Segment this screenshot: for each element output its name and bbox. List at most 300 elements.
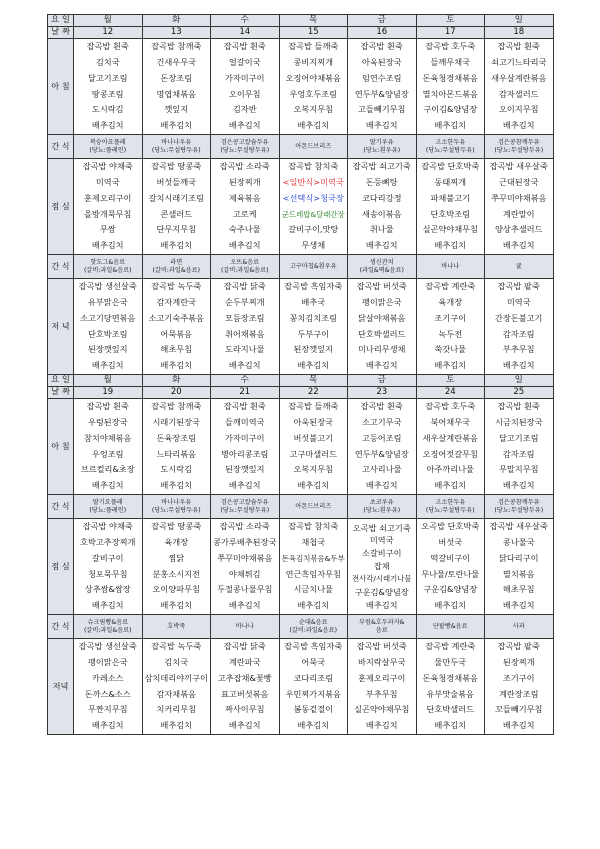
dinner-cell <box>211 279 280 375</box>
breakfast-item: 도시락김 <box>160 464 193 475</box>
snack1-item: 바나나우유 <box>161 139 192 147</box>
snack1-item: 검은콩참깨두유 <box>497 139 540 147</box>
dinner-item: 된장찌개 <box>502 656 535 667</box>
dinner-cell <box>211 639 280 735</box>
snack1-item: 검은콩고칼슘두유 <box>220 499 269 507</box>
breakfast-item: 고등어조림 <box>361 432 402 443</box>
dinner-item: 고추잡채&꽃빵 <box>217 672 272 683</box>
breakfast-item: 연두부&양념장 <box>354 448 409 459</box>
snack1-cell <box>485 495 554 519</box>
lunch-item: 잡곡밥 소라죽 <box>219 521 270 532</box>
dinner-cell <box>485 279 554 375</box>
day-label: 요 일 <box>48 375 74 387</box>
breakfast-cell <box>416 399 485 495</box>
snack1-cell <box>74 135 143 159</box>
lunch-item: 돈등뼈탕 <box>365 176 398 187</box>
lunch-item: 잡곡밥 새우살죽 <box>489 161 548 172</box>
lunch-item: 새송이볶음 <box>361 208 402 219</box>
snack2-item: 부럼&호두과자& <box>358 619 405 627</box>
breakfast-item: 배추김치 <box>228 120 261 131</box>
breakfast-item: 무말지무침 <box>498 464 539 475</box>
breakfast-label: 아 침 <box>48 39 74 135</box>
lunch-item: 잡곡밥 야채죽 <box>82 521 133 532</box>
lunch-cell <box>485 159 554 255</box>
lunch-item: 갈비구이 <box>91 552 124 563</box>
dinner-cell <box>142 279 211 375</box>
lunch-item: 분홍소시지전 <box>152 568 200 579</box>
dinner-item: 배추김치 <box>365 720 398 731</box>
breakfast-item: 아욱된장국 <box>361 56 402 67</box>
breakfast-item: 아주까리나물 <box>426 464 474 475</box>
breakfast-item: 브르컬리&초장 <box>80 464 135 475</box>
dinner-item: 단호박샐러드 <box>358 328 406 339</box>
lunch-item: 버섯국 <box>438 536 463 547</box>
breakfast-item: 오이무침 <box>228 88 261 99</box>
lunch-cell <box>416 159 485 255</box>
dinner-item: 배추김치 <box>502 360 535 371</box>
breakfast-item: 임연수조림 <box>361 72 402 83</box>
dinner-item: 배추김치 <box>228 720 261 731</box>
dinner-cell <box>74 279 143 375</box>
snack2-item: 호박죽 <box>167 622 186 630</box>
snack1-item: 검은콩고칼슘두유 <box>220 139 269 147</box>
breakfast-item: 잡곡밥 참깨죽 <box>151 41 202 52</box>
dinner-item: 짜사이무침 <box>224 704 265 715</box>
date-cell: 25 <box>485 387 554 399</box>
lunch-row <box>48 519 554 615</box>
breakfast-item: 시금치된장국 <box>495 416 543 427</box>
date-cell: 22 <box>279 387 348 399</box>
day-label: 요 일 <box>48 15 74 27</box>
lunch-item: 시금치나물 <box>293 584 334 595</box>
lunch-item: 배추김치 <box>160 240 193 251</box>
breakfast-cell <box>74 399 143 495</box>
snack1-cell <box>485 135 554 159</box>
date-cell: 24 <box>416 387 485 399</box>
dinner-item: 돈까스&소스 <box>84 688 131 699</box>
breakfast-item: 배추김치 <box>365 480 398 491</box>
lunch-item: 구운김&양념장 <box>423 584 478 595</box>
weekday-cell: 목 <box>279 15 348 27</box>
lunch-item: 전사각/시래기나물 <box>351 573 412 583</box>
dinner-item: 녹두전 <box>438 328 463 339</box>
lunch-item: 배추김치 <box>365 599 398 610</box>
snack1-row <box>48 495 554 519</box>
lunch-item: 쭈꾸미야채볶음 <box>217 552 273 563</box>
breakfast-cell <box>416 39 485 135</box>
snack1-item: 딸기우유 <box>369 139 394 147</box>
lunch-item: 잡곡밥 참치죽 <box>288 161 339 172</box>
snack2-cell <box>485 255 554 279</box>
lunch-item: 군드레밥&달래간장 <box>281 209 345 219</box>
date-cell: 15 <box>279 27 348 39</box>
lunch-item: 올방개묵무침 <box>84 208 132 219</box>
date-cell: 23 <box>348 387 417 399</box>
snack1-item: 검은콩참깨두유 <box>497 499 540 507</box>
snack2-cell <box>211 255 280 279</box>
lunch-item: 쭈꾸미야채볶음 <box>491 192 547 203</box>
lunch-item: 배추김치 <box>434 240 467 251</box>
dinner-row <box>48 639 554 735</box>
breakfast-item: 버섯불고기 <box>293 432 334 443</box>
snack2-cell <box>485 615 554 639</box>
date-cell: 18 <box>485 27 554 39</box>
dinner-item: 배추김치 <box>297 720 330 731</box>
weekday-cell: 월 <box>74 375 143 387</box>
lunch-cell <box>348 159 417 255</box>
dinner-item: 계란파국 <box>228 656 261 667</box>
snack2-item: (과일&떡&음료) <box>359 266 404 274</box>
snack2-cell <box>348 615 417 639</box>
date-label: 날 짜 <box>48 387 74 399</box>
breakfast-cell <box>485 39 554 135</box>
date-cell: 12 <box>74 27 143 39</box>
lunch-item: 오곡밥 쇠고기죽 <box>352 522 411 533</box>
weekday-cell: 금 <box>348 375 417 387</box>
dinner-row <box>48 279 554 375</box>
lunch-item: 오이양파무침 <box>152 584 200 595</box>
lunch-item: <일반식>미역국 <box>282 176 344 187</box>
lunch-item: 찜닭 <box>168 552 185 563</box>
dinner-item: 계란장조림 <box>498 688 539 699</box>
snack1-cell <box>142 495 211 519</box>
lunch-item: 파채불고기 <box>430 192 471 203</box>
breakfast-label: 아 침 <box>48 399 74 495</box>
weekday-cell: 수 <box>211 375 280 387</box>
weekday-cell: 월 <box>74 15 143 27</box>
lunch-label: 점 심 <box>48 159 74 255</box>
weekday-cell: 화 <box>142 375 211 387</box>
snack2-label: 간 식 <box>48 615 74 639</box>
weekday-cell: 토 <box>416 375 485 387</box>
breakfast-item: 김치국 <box>95 56 120 67</box>
snack2-item: 순대&음료 <box>298 619 328 627</box>
dinner-item: 꽁치김치조림 <box>289 312 337 323</box>
breakfast-row <box>48 399 554 495</box>
lunch-item: 잡곡밥 땅콩죽 <box>151 521 202 532</box>
dinner-item: 잡곡밥 생선살죽 <box>78 641 137 652</box>
snack2-cell <box>416 615 485 639</box>
weekday-cell: 일 <box>485 15 554 27</box>
snack2-item: 단팥빵&음료 <box>432 622 468 630</box>
breakfast-item: 아욱된장국 <box>293 416 334 427</box>
dinner-item: 잡곡밥 흑임자죽 <box>284 641 343 652</box>
breakfast-item: 감자샐러드 <box>498 88 539 99</box>
lunch-item: <선택식>청국장 <box>282 192 344 203</box>
breakfast-item: 들깨무채국 <box>430 56 471 67</box>
dinner-item: 단호박샐러드 <box>426 704 474 715</box>
dinner-item: 쑥갓나물 <box>434 344 467 355</box>
snack1-cell <box>279 135 348 159</box>
lunch-item: 단호박조림 <box>430 208 471 219</box>
breakfast-item: 잡곡밥 흰죽 <box>497 41 540 52</box>
lunch-item: 닭다리구이 <box>498 552 539 563</box>
snack1-item: 고소한두유 <box>435 499 466 507</box>
breakfast-item: 우렁된장국 <box>87 416 128 427</box>
snack2-item: 음료 <box>375 626 388 634</box>
lunch-item: 배추김치 <box>365 240 398 251</box>
breakfast-item: 잡곡밥 호두죽 <box>425 401 476 412</box>
snack2-item: 사과 <box>512 622 525 630</box>
snack1-item: (당뇨:무설탕두유) <box>494 146 544 154</box>
snack2-item: 귤 <box>515 262 522 270</box>
snack1-cell <box>279 495 348 519</box>
lunch-cell <box>279 519 348 615</box>
snack1-item: (당뇨:플레인) <box>89 506 127 514</box>
dinner-item: 순두부찌개 <box>224 296 265 307</box>
breakfast-item: 건새우무국 <box>156 56 197 67</box>
breakfast-item: 새우살계란볶음 <box>422 432 478 443</box>
dinner-item: 소고기당면볶음 <box>80 312 136 323</box>
breakfast-cell <box>74 39 143 135</box>
lunch-item: 배추김치 <box>434 600 467 611</box>
date-cell: 19 <box>74 387 143 399</box>
lunch-item: 상추쌈&쌈장 <box>84 584 131 595</box>
dinner-cell <box>142 639 211 735</box>
snack1-item: (당뇨:무설탕두유) <box>151 146 201 154</box>
dinner-item: 잡곡밥 녹두죽 <box>151 281 202 292</box>
lunch-item: 콩나물국 <box>502 536 535 547</box>
breakfast-item: 잡곡밥 호두죽 <box>425 41 476 52</box>
snack1-item: 고소한두유 <box>435 139 466 147</box>
dinner-item: 된장깻잎지 <box>87 344 128 355</box>
lunch-cell <box>211 519 280 615</box>
snack1-cell <box>74 495 143 519</box>
dinner-item: 감자채볶음 <box>156 688 197 699</box>
snack1-item: 아몬드브리즈 <box>295 502 332 510</box>
dinner-item: 잡곡밥 버섯죽 <box>356 641 407 652</box>
dinner-item: 배추김치 <box>297 360 330 371</box>
breakfast-item: 땅콩조림 <box>91 88 124 99</box>
lunch-item: 잡곡밥 새우살죽 <box>489 521 548 532</box>
snack1-item: 딸기요플레 <box>92 499 123 507</box>
breakfast-cell <box>485 399 554 495</box>
breakfast-item: 배추김치 <box>297 480 330 491</box>
breakfast-item: 콩비지찌개 <box>293 56 334 67</box>
snack2-item: 바나나 <box>235 622 254 630</box>
breakfast-cell <box>279 399 348 495</box>
snack2-cell <box>416 255 485 279</box>
breakfast-item: 잡곡밥 흰죽 <box>223 41 266 52</box>
lunch-item: 연근흑임자무침 <box>285 568 341 579</box>
snack2-item: 생신잔치 <box>369 259 394 267</box>
dinner-item: 소고기숙주볶음 <box>148 312 204 323</box>
breakfast-item: 잡곡밥 흰죽 <box>360 401 403 412</box>
breakfast-cell <box>211 399 280 495</box>
snack1-item: (당뇨:무설탕두유) <box>220 146 270 154</box>
lunch-item: 무나물/토란나물 <box>421 568 480 579</box>
snack1-cell <box>416 495 485 519</box>
snack1-item: 아몬드브리즈 <box>295 142 332 150</box>
lunch-row <box>48 159 554 255</box>
dinner-cell <box>348 639 417 735</box>
snack1-item: (당뇨:무설탕두유) <box>425 146 475 154</box>
dinner-item: 물만두국 <box>434 656 467 667</box>
lunch-item: 잡채 <box>373 561 390 572</box>
dinner-item: 배추김치 <box>160 720 193 731</box>
snack1-item: (당뇨:무설탕두유) <box>220 506 270 514</box>
date-label: 날 짜 <box>48 27 74 39</box>
dinner-item: 조기구이 <box>434 312 467 323</box>
lunch-item: 잡곡밥 소라죽 <box>219 161 270 172</box>
lunch-item: 배추김치 <box>91 600 124 611</box>
dinner-item: 취어채볶음 <box>224 328 265 339</box>
snack1-item: 초코우유 <box>369 499 394 507</box>
lunch-item: 코다리강정 <box>361 192 402 203</box>
dinner-item: 꼬들빼기무침 <box>495 704 543 715</box>
lunch-item: 구운김&양념장 <box>354 586 409 597</box>
weekday-cell: 토 <box>416 15 485 27</box>
breakfast-item: 새우살계란볶음 <box>491 72 547 83</box>
lunch-cell <box>348 519 417 615</box>
dinner-cell <box>348 279 417 375</box>
dinner-item: 감자계란국 <box>156 296 197 307</box>
lunch-cell <box>279 159 348 255</box>
breakfast-item: 돈육청경채볶음 <box>422 72 478 83</box>
snack2-item: (갈비:과일&음료) <box>152 266 201 274</box>
breakfast-item: 가자미구이 <box>224 432 265 443</box>
lunch-item: 콘샐러드 <box>160 208 193 219</box>
breakfast-item: 잡곡밥 흰죽 <box>223 401 266 412</box>
lunch-item: 잡곡밥 단호박죽 <box>421 161 480 172</box>
snack1-cell <box>348 135 417 159</box>
dinner-item: 어묵볶음 <box>160 328 193 339</box>
breakfast-item: 병아리콩조림 <box>221 448 269 459</box>
lunch-cell <box>416 519 485 615</box>
snack2-item: 슈크림빵&음료 <box>87 619 129 627</box>
dinner-item: 배추김치 <box>160 360 193 371</box>
breakfast-item: 배추김치 <box>297 120 330 131</box>
breakfast-item: 오이지무침 <box>498 104 539 115</box>
breakfast-item: 된장깻잎지 <box>224 464 265 475</box>
dinner-item: 배추김치 <box>434 360 467 371</box>
snack2-cell <box>348 255 417 279</box>
breakfast-cell <box>348 39 417 135</box>
breakfast-item: 우엉조림 <box>91 448 124 459</box>
breakfast-item: 달고기조림 <box>87 72 128 83</box>
dinner-cell <box>279 279 348 375</box>
lunch-cell <box>485 519 554 615</box>
dinner-item: 도라지나물 <box>224 344 265 355</box>
snack1-cell <box>416 135 485 159</box>
lunch-item: 고로케 <box>232 208 257 219</box>
dinner-item: 바지락살무국 <box>358 656 406 667</box>
dinner-item: 팽이맑은국 <box>361 296 402 307</box>
lunch-item: 청포묵무침 <box>87 568 128 579</box>
date-cell: 13 <box>142 27 211 39</box>
breakfast-item: 오복지무침 <box>293 104 334 115</box>
breakfast-item: 얼갈이국 <box>228 56 261 67</box>
breakfast-cell <box>142 399 211 495</box>
breakfast-item: 오복지무침 <box>293 464 334 475</box>
dinner-item: 감자조림 <box>502 328 535 339</box>
lunch-item: 배추김치 <box>502 600 535 611</box>
lunch-item: 오곡밥 단호박죽 <box>421 521 480 532</box>
dinner-item: 두부구이 <box>297 328 330 339</box>
snack2-row <box>48 615 554 639</box>
dinner-item: 단호박조림 <box>87 328 128 339</box>
breakfast-item: 오징어야채볶음 <box>285 72 341 83</box>
lunch-item: 떡갈비구이 <box>430 552 471 563</box>
lunch-item: 육개장 <box>164 536 189 547</box>
lunch-item: 돈육김치볶음&두부 <box>281 553 345 563</box>
breakfast-item: 잡곡밥 흰죽 <box>497 401 540 412</box>
dinner-item: 삼치데리야끼구이 <box>144 672 208 683</box>
snack2-label: 간 식 <box>48 255 74 279</box>
dinner-item: 간장돈불고기 <box>495 312 543 323</box>
dinner-item: 팽이맑은국 <box>87 656 128 667</box>
lunch-label: 점 심 <box>48 519 74 615</box>
breakfast-item: 달고기조림 <box>498 432 539 443</box>
dinner-item: 배추김치 <box>228 360 261 371</box>
lunch-item: 취나물 <box>369 224 394 235</box>
lunch-item: 양상추샐러드 <box>495 224 543 235</box>
dinner-item: 표고버섯볶음 <box>221 688 269 699</box>
breakfast-item: 오징어젓갈무침 <box>422 448 478 459</box>
snack2-cell <box>74 255 143 279</box>
breakfast-item: 느타리볶음 <box>156 448 197 459</box>
snack1-item: (당뇨:흰우유) <box>363 506 401 514</box>
lunch-item: 미역국 <box>95 176 120 187</box>
breakfast-item: 배추김치 <box>91 120 124 131</box>
dinner-item: 해초무침 <box>160 344 193 355</box>
breakfast-item: 멸치아몬드볶음 <box>422 88 478 99</box>
snack2-item: (갈비:과일&음료) <box>220 266 269 274</box>
snack2-row <box>48 255 554 279</box>
dinner-item: 코다리조림 <box>293 672 334 683</box>
dinner-item: 어묵국 <box>301 656 326 667</box>
lunch-item: 잡곡밥 야채죽 <box>82 161 133 172</box>
lunch-item: 소갈비구이 <box>361 548 402 559</box>
lunch-item: 갈비구이,맛탕 <box>288 224 339 235</box>
meal-plan-table <box>47 14 554 735</box>
breakfast-item: 김자반 <box>232 104 257 115</box>
lunch-cell <box>142 519 211 615</box>
snack1-label: 간 식 <box>48 495 74 519</box>
snack2-item: 오뜨&음료 <box>230 259 260 267</box>
dinner-item: 잡곡밥 닭죽 <box>223 641 266 652</box>
dinner-item: 김치국 <box>164 656 189 667</box>
dinner-item: 된장깻잎지 <box>293 344 334 355</box>
lunch-item: 버섯들깨국 <box>156 176 197 187</box>
dinner-item: 유부맑은국 <box>87 296 128 307</box>
dinner-item: 부추무침 <box>365 688 398 699</box>
breakfast-cell <box>142 39 211 135</box>
lunch-item: 콩가루배추된장국 <box>213 536 277 547</box>
breakfast-item: 잡곡밥 들깨죽 <box>288 41 339 52</box>
date-cell: 14 <box>211 27 280 39</box>
snack1-item: 복숭아요플레 <box>89 139 126 147</box>
snack1-item: (당뇨:무설탕두유) <box>151 506 201 514</box>
dinner-item: 배추김치 <box>434 720 467 731</box>
lunch-item: 무생채 <box>301 240 326 251</box>
snack2-cell <box>74 615 143 639</box>
snack2-item: 핫도그&음료 <box>90 259 126 267</box>
weekday-cell: 일 <box>485 375 554 387</box>
date-cell: 20 <box>142 387 211 399</box>
lunch-item: 제육볶음 <box>228 192 261 203</box>
date-row <box>48 387 554 399</box>
breakfast-item: 쇠고기느타리국 <box>491 56 547 67</box>
breakfast-row <box>48 39 554 135</box>
snack2-cell <box>211 615 280 639</box>
snack2-item: 라면 <box>170 259 183 267</box>
dinner-item: 잡곡밥 생선살죽 <box>78 281 137 292</box>
breakfast-item: 배추김치 <box>502 120 535 131</box>
snack1-item: (당뇨:흰우유) <box>363 146 401 154</box>
snack1-cell <box>211 135 280 159</box>
breakfast-item: 고사리나물 <box>361 464 402 475</box>
